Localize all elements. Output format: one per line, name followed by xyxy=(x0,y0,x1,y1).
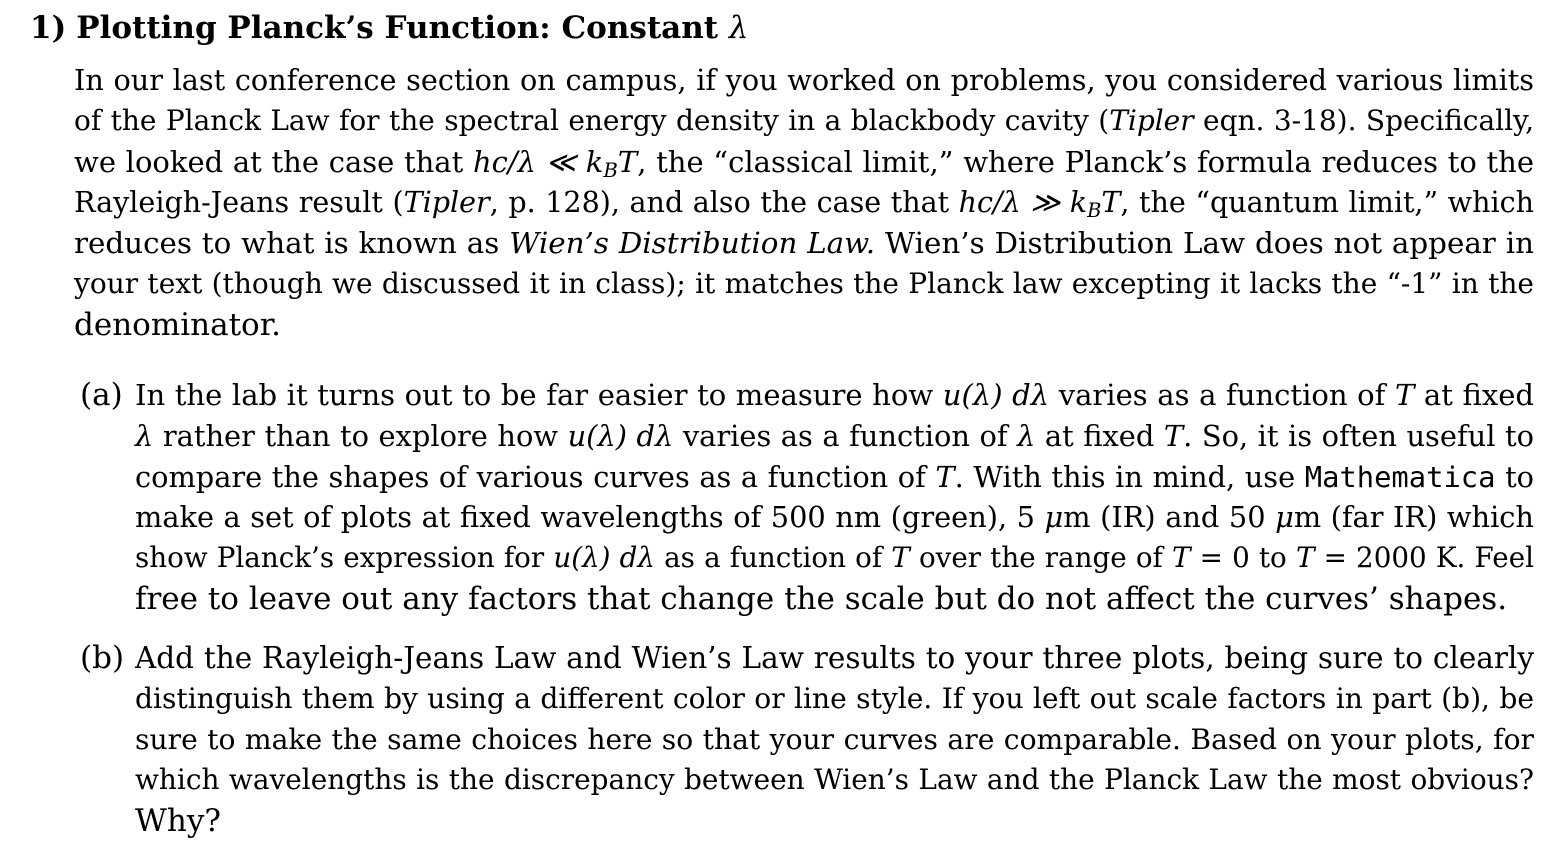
part-a-line-3: compare the shapes of various curves as a function of T. With this in mind, use Mathematica to xyxy=(135,459,1534,494)
problem-title-lambda: λ xyxy=(728,10,749,46)
part-b-line-2: distinguish them by using a different color or line style. If you left out scale factors in part (b), be xyxy=(135,681,1534,715)
mathematica-code-text: Mathematica xyxy=(1304,459,1496,494)
intro-line-5: reduces to what is known as Wien’s Distribution Law. Wien’s Distribution Law does not appear in xyxy=(74,226,1534,261)
part-a-body xyxy=(135,375,1534,620)
intro-line-1: In our last conference section on campus, if you worked on problems, you considered various limits xyxy=(74,63,1534,97)
quantum-limit-expression: hc/λ ≫ $k_BT$ xyxy=(958,185,1121,223)
intro-line-7: denominator. xyxy=(74,306,281,343)
intro-line-3: we looked at the case that hc/λ ≪ $k_BT$, the “classical limit,” where Planck’s formula reduces to the xyxy=(74,144,1534,182)
part-b-marker: (b) xyxy=(80,640,125,676)
part-a-line-6: free to leave out any factors that change the scale but do not affect the curves’ shapes. xyxy=(135,580,1508,617)
intro-line-2: of the Planck Law for the spectral energy density in a blackbody cavity (Tipler eqn. 3-18). Specifically, xyxy=(74,103,1534,137)
part-a-line-1: In the lab it turns out to be far easier to measure how u(λ) dλ varies as a function of T at fixed xyxy=(135,378,1534,412)
part-b-line-5: Why? xyxy=(135,803,221,840)
part-b-line-3: sure to make the same choices here so that your curves are comparable. Based on your plots, for xyxy=(135,722,1534,756)
intro-line-6: your text (though we discussed it in class); it matches the Planck law excepting it lacks the “-1” in the xyxy=(74,266,1534,300)
part-a-marker: (a) xyxy=(80,377,123,413)
problem-title: Plotting Planck’s Function: Constant xyxy=(76,10,719,46)
classical-limit-expression: hc/λ ≪ $k_BT$ xyxy=(472,144,638,182)
part-b-line-4: which wavelengths is the discrepancy between Wien’s Law and the Planck Law the most obvious? xyxy=(135,763,1534,797)
problem-number: 1) xyxy=(30,10,67,46)
part-b-line-1: Add the Rayleigh-Jeans Law and Wien’s Law results to your three plots, being sure to clearly xyxy=(135,641,1534,675)
intro-line-4: Rayleigh-Jeans result (Tipler, p. 128), and also the case that hc/λ ≫ $k_BT$, the “quantum limit,” which xyxy=(74,185,1534,223)
intro-paragraph xyxy=(74,60,1534,346)
part-a-line-2: λ rather than to explore how u(λ) dλ varies as a function of λ at fixed T. So, it is often useful to xyxy=(135,418,1534,453)
problem-heading xyxy=(30,6,749,50)
part-b-body xyxy=(135,638,1534,842)
part-a-line-5: show Planck’s expression for u(λ) dλ as a function of T over the range of T = 0 to T = 2000 K. Feel xyxy=(135,541,1534,575)
part-a-line-4: make a set of plots at fixed wavelengths of 500 nm (green), 5 μm (IR) and 50 μm (far IR) which xyxy=(135,500,1534,535)
